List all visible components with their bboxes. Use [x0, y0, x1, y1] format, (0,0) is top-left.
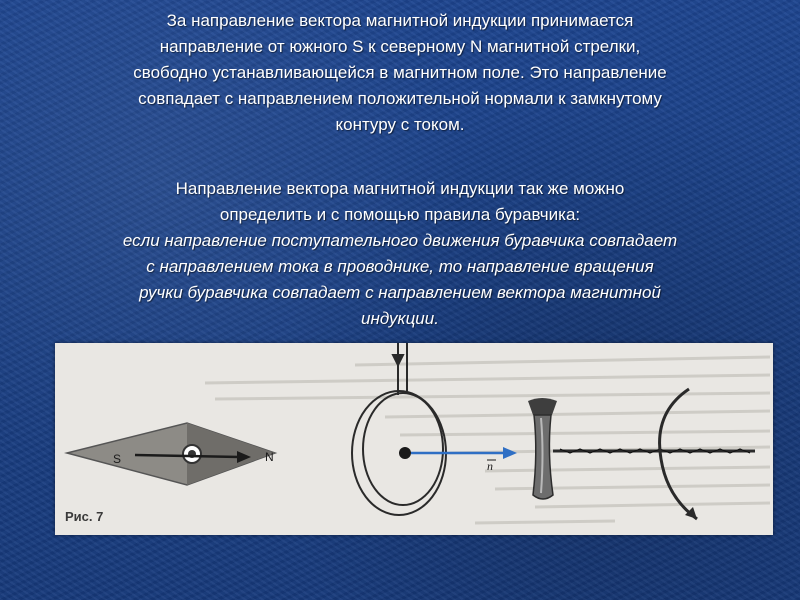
text-line: За направление вектора магнитной индукции принимается [166, 11, 634, 30]
current-loop-icon [352, 343, 446, 515]
illustration-svg [55, 343, 773, 535]
text-line: свободно устанавливающейся в магнитном поле. Это направление [133, 63, 667, 82]
normal-origin-dot [399, 447, 411, 459]
rule-line: индукции. [361, 309, 439, 328]
text-line: Направление вектора магнитной индукции так же можно [175, 179, 625, 198]
north-pole-label: N [265, 450, 274, 464]
rule-line: с направлением тока в проводнике, то направление вращения [146, 257, 654, 276]
text-line: направление от южного S к северному N магнитной стрелки, [159, 37, 641, 56]
rule-line: ручки буравчика совпадает с направлением вектора магнитной [139, 283, 661, 302]
magnetic-needle-icon [67, 423, 275, 485]
gimlet-icon [528, 389, 755, 519]
text-line: контуру с током. [335, 115, 465, 134]
rule-line: если направление поступательного движения буравчика совпадает [122, 231, 678, 250]
normal-arrow-icon [411, 447, 517, 459]
definition-paragraph [40, 8, 760, 138]
text-line: совпадает с направлением положительной нормали к замкнутому [138, 89, 662, 108]
text-line: определить и с помощью правила буравчика: [219, 205, 581, 224]
figure-caption: Рис. 7 [65, 509, 104, 524]
south-pole-label: S [113, 452, 122, 466]
background-scan-lines [205, 357, 770, 523]
illustration-panel [55, 343, 773, 535]
gimlet-rule-paragraph [40, 176, 760, 332]
normal-vector-label: n [487, 459, 493, 473]
